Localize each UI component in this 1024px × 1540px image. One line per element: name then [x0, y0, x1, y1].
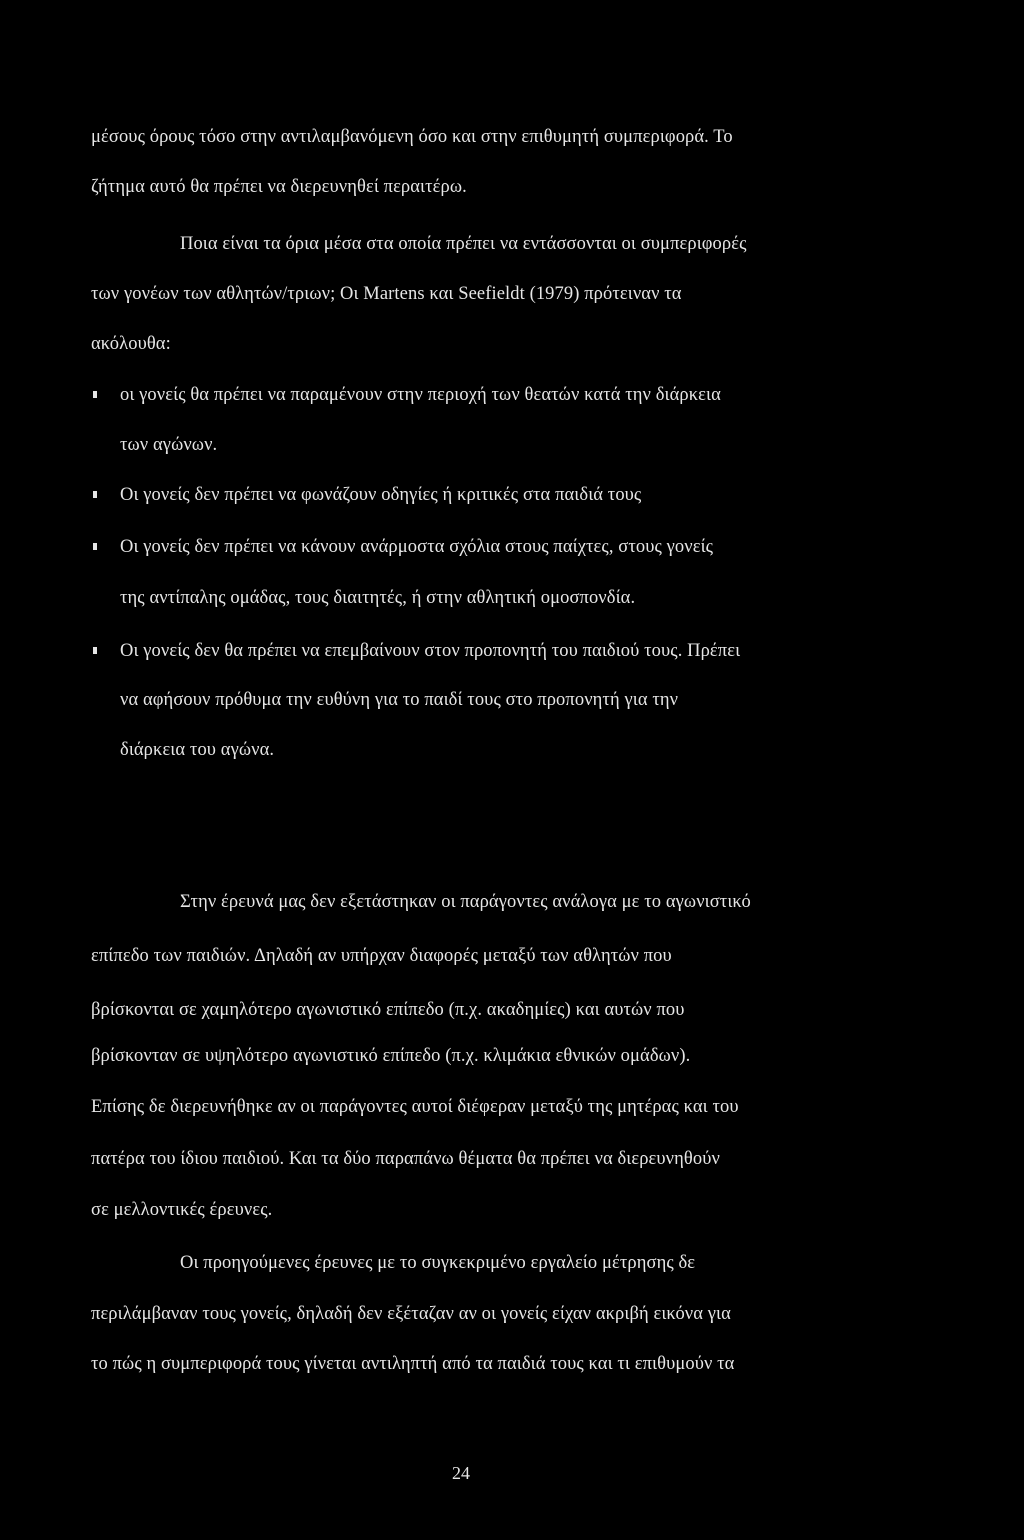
list-item-continuation: να αφήσουν πρόθυμα την ευθύνη για το παιδί τους στο προπονητή για την — [120, 690, 679, 710]
text-line: βρίσκονται σε χαμηλότερο αγωνιστικό επίπεδο (π.χ. ακαδημίες) και αυτών που — [91, 1000, 685, 1020]
text-line: το πώς η συμπεριφορά τους γίνεται αντιληπτή από τα παιδιά τους και τι επιθυμούν τα — [91, 1354, 735, 1374]
list-item: Οι γονείς δεν πρέπει να φωνάζουν οδηγίες ή κριτικές στα παιδιά τους — [120, 485, 642, 505]
text-line: περιλάμβαναν τους γονείς, δηλαδή δεν εξέταζαν αν οι γονείς είχαν ακριβή εικόνα για — [91, 1304, 731, 1324]
bullet-icon — [93, 391, 97, 398]
text-line: πατέρα του ίδιου παιδιού. Και τα δύο παραπάνω θέματα θα πρέπει να διερευνηθούν — [91, 1149, 720, 1169]
text-line: Στην έρευνά μας δεν εξετάστηκαν οι παράγοντες ανάλογα με το αγωνιστικό — [180, 892, 751, 912]
bullet-icon — [93, 543, 97, 550]
text-line: επίπεδο των παιδιών. Δηλαδή αν υπήρχαν διαφορές μεταξύ των αθλητών που — [91, 946, 672, 966]
list-item: Οι γονείς δεν πρέπει να κάνουν ανάρμοστα σχόλια στους παίχτες, στους γονείς — [120, 537, 714, 557]
bullet-icon — [93, 647, 97, 654]
bullet-icon — [93, 491, 97, 498]
page-number: 24 — [452, 1463, 470, 1483]
text-line: Ποια είναι τα όρια μέσα στα οποία πρέπει να εντάσσονται οι συμπεριφορές — [180, 234, 747, 254]
text-line: των γονέων των αθλητών/τριων; Οι Martens και Seefieldt (1979) πρότειναν τα — [91, 284, 682, 304]
text-line: Επίσης δε διερευνήθηκε αν οι παράγοντες αυτοί διέφεραν μεταξύ της μητέρας και του — [91, 1097, 739, 1117]
list-item-continuation: διάρκεια του αγώνα. — [120, 740, 275, 760]
list-item-continuation: των αγώνων. — [120, 435, 218, 455]
text-line: ακόλουθα: — [91, 334, 171, 354]
text-line: βρίσκονταν σε υψηλότερο αγωνιστικό επίπεδο (π.χ. κλιμάκια εθνικών ομάδων). — [91, 1046, 691, 1066]
text-line: Οι προηγούμενες έρευνες με το συγκεκριμένο εργαλείο μέτρησης δε — [180, 1253, 696, 1273]
list-item: Οι γονείς δεν θα πρέπει να επεμβαίνουν στον προπονητή του παιδιού τους. Πρέπει — [120, 641, 741, 661]
text-line: σε μελλοντικές έρευνες. — [91, 1200, 273, 1220]
text-line: μέσους όρους τόσο στην αντιλαμβανόμενη όσο και στην επιθυμητή συμπεριφορά. Το — [91, 127, 733, 147]
text-line: ζήτημα αυτό θα πρέπει να διερευνηθεί περαιτέρω. — [91, 177, 467, 197]
list-item-continuation: της αντίπαλης ομάδας, τους διαιτητές, ή στην αθλητική ομοσπονδία. — [120, 588, 636, 608]
list-item: οι γονείς θα πρέπει να παραμένουν στην περιοχή των θεατών κατά την διάρκεια — [120, 385, 721, 405]
